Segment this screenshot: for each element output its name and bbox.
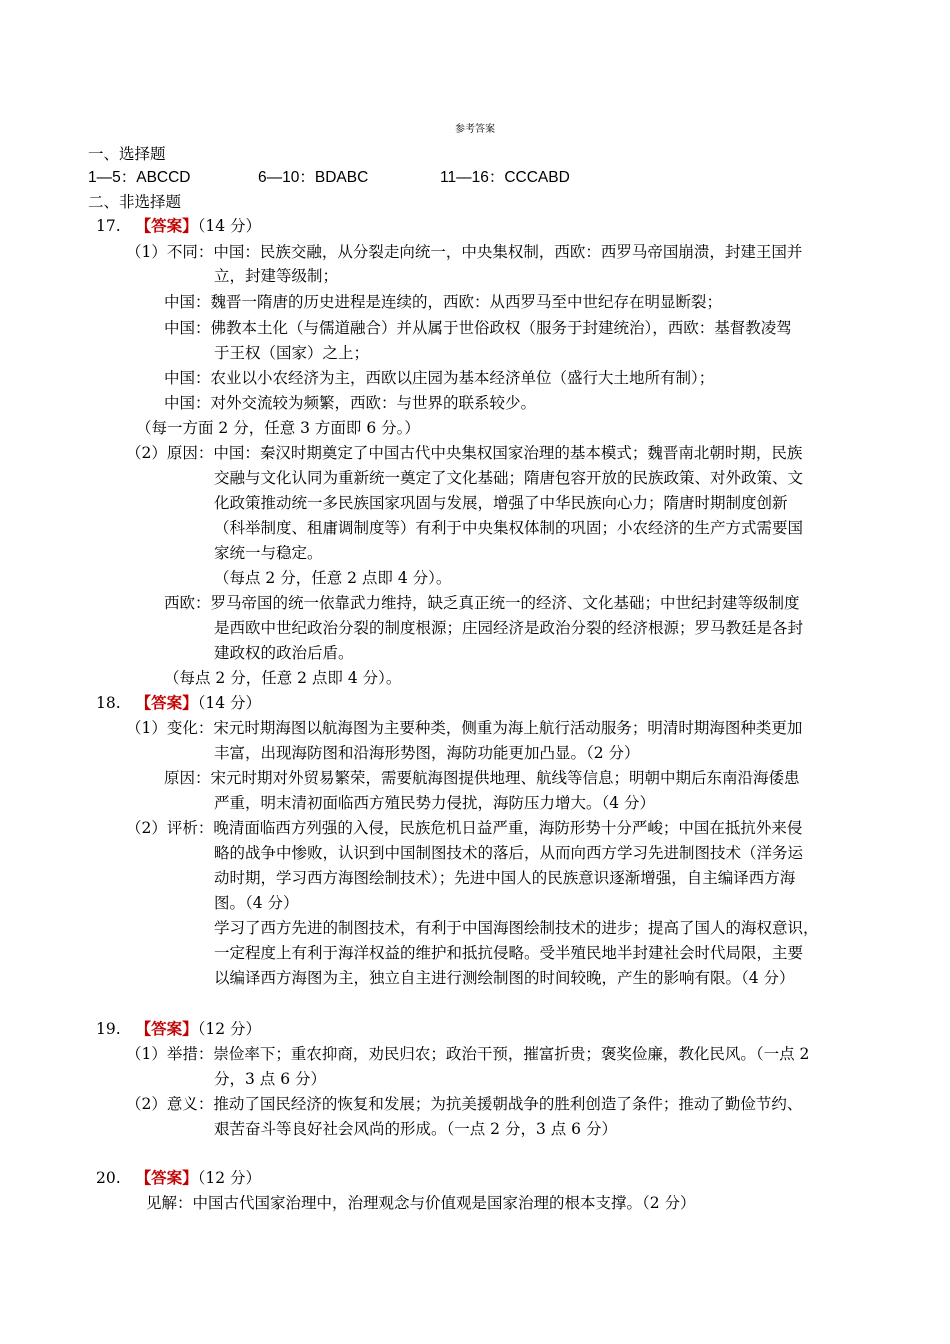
- mc-answers-6-10: 6—10：BDABC: [258, 169, 369, 186]
- q18-line: 学习了西方先进的制图技术，有利于中国海图绘制技术的进步；提高了国人的海权意识，: [214, 919, 819, 937]
- question-number: 17.: [96, 217, 121, 235]
- question-19-header: [96, 1017, 261, 1041]
- q17-line: 化政策推动统一多民族国家巩固与发展，增强了中华民族向心力；隋唐时期制度创新: [214, 494, 788, 512]
- question-score: （12 分）: [197, 1020, 262, 1038]
- q17-line: 家统一与稳定。: [214, 544, 323, 562]
- q18-line: 严重，明末清初面临西方殖民势力侵扰，海防压力增大。（4 分）: [214, 794, 656, 812]
- page-title: 参考答案: [455, 124, 495, 135]
- q17-line: （2）原因：中国：秦汉时期奠定了中国古代中央集权国家治理的基本模式；魏晋南北朝时期，民族: [126, 444, 803, 462]
- answer-tag: 【答案】: [135, 216, 198, 235]
- section-heading-non-choice: 二、非选择题: [88, 193, 182, 211]
- q18-line: 一定程度上有利于海洋权益的维护和抵抗侵略。受半殖民地半封建社会时代局限，主要: [214, 944, 804, 962]
- q19-line: 分，3 点 6 分）: [214, 1070, 327, 1088]
- q17-line: 立，封建等级制；: [214, 267, 339, 285]
- q17-line: （1）不同：中国：民族交融，从分裂走向统一，中央集权制，西欧：西罗马帝国崩溃，封建王国并: [126, 243, 803, 261]
- question-number: 18.: [96, 694, 121, 712]
- question-17-header: [96, 214, 261, 238]
- q20-line: 见解：中国古代国家治理中，治理观念与价值观是国家治理的根本支撑。（2 分）: [146, 1194, 696, 1212]
- q17-line: 西欧：罗马帝国的统一依靠武力维持，缺乏真正统一的经济、文化基础；中世纪封建等级制度: [164, 594, 800, 612]
- question-score: （14 分）: [197, 694, 262, 712]
- answer-tag: 【答案】: [135, 693, 198, 712]
- q18-line: 以编译西方海图为主，独立自主进行测绘制图的时间较晚，产生的影响有限。（4 分）: [214, 969, 795, 987]
- q17-line: 中国：对外交流较为频繁，西欧：与世界的联系较少。: [164, 394, 537, 412]
- mc-answers-11-16: 11—16：CCCABD: [440, 169, 570, 186]
- mc-answers-1-5: 1—5：ABCCD: [88, 169, 191, 186]
- q18-line: 略的战争中惨败，认识到中国制图技术的落后，从而向西方学习先进制图技术（洋务运: [214, 844, 804, 862]
- q17-line: 于王权（国家）之上；: [214, 344, 370, 362]
- q17-line: （每点 2 分，任意 2 点即 4 分）。: [214, 569, 452, 587]
- q17-line: 中国：农业以小农经济为主，西欧以庄园为基本经济单位（盛行大土地所有制）；: [164, 369, 715, 387]
- q17-line: 是西欧中世纪政治分裂的制度根源；庄园经济是政治分裂的经济根源；罗马教廷是各封: [214, 619, 804, 637]
- q18-line: （1）变化：宋元时期海图以航海图为主要种类，侧重为海上航行活动服务；明清时期海图种类更加: [126, 719, 803, 737]
- q18-line: 丰富，出现海防图和沿海形势图，海防功能更加凸显。（2 分）: [214, 744, 640, 762]
- q18-line: 原因：宋元时期对外贸易繁荣，需要航海图提供地理、航线等信息；明朝中期后东南沿海倭患: [164, 769, 800, 787]
- question-number: 20.: [96, 1169, 121, 1187]
- question-score: （12 分）: [197, 1169, 262, 1187]
- question-20-header: [96, 1166, 261, 1190]
- question-18-header: [96, 691, 261, 715]
- q19-line: （1）举措：崇俭率下；重农抑商，劝民归农；政治干预，摧富折贵；褒奖俭廉，教化民风。（一点 2: [126, 1045, 810, 1063]
- section-heading-multiple-choice: 一、选择题: [88, 145, 166, 163]
- q17-line: 交融与文化认同为重新统一奠定了文化基础；隋唐包容开放的民族政策、对外政策、文: [214, 469, 804, 487]
- q17-line: （科举制度、租庸调制度等）有利于中央集权体制的巩固；小农经济的生产方式需要国: [214, 519, 804, 537]
- q17-line: 中国：魏晋一隋唐的历史进程是连续的，西欧：从西罗马至中世纪存在明显断裂；: [164, 293, 723, 311]
- q19-line: （2）意义：推动了国民经济的恢复和发展；为抗美援朝战争的胜利创造了条件；推动了勤俭节约、: [126, 1095, 803, 1113]
- question-number: 19.: [96, 1020, 121, 1038]
- q17-line: 中国：佛教本土化（与儒道融合）并从属于世俗政权（服务于封建统治），西欧：基督教凌驾: [164, 319, 792, 337]
- q19-line: 艰苦奋斗等良好社会风尚的形成。（一点 2 分，3 点 6 分）: [214, 1120, 617, 1138]
- question-score: （14 分）: [197, 217, 262, 235]
- answer-tag: 【答案】: [135, 1168, 198, 1187]
- q18-line: 图。（4 分）: [214, 894, 299, 912]
- q18-line: 动时期，学习西方海图绘制技术）；先进中国人的民族意识逐渐增强，自主编译西方海: [214, 869, 796, 887]
- q17-line: 建政权的政治后盾。: [214, 644, 354, 662]
- answer-tag: 【答案】: [135, 1019, 198, 1038]
- q17-line: （每一方面 2 分，任意 3 方面即 6 分。）: [136, 419, 420, 437]
- q17-line: （每点 2 分，任意 2 点即 4 分）。: [164, 669, 402, 687]
- q18-line: （2）评析：晚清面临西方列强的入侵，民族危机日益严重，海防形势十分严峻；中国在抵抗外来侵: [126, 819, 803, 837]
